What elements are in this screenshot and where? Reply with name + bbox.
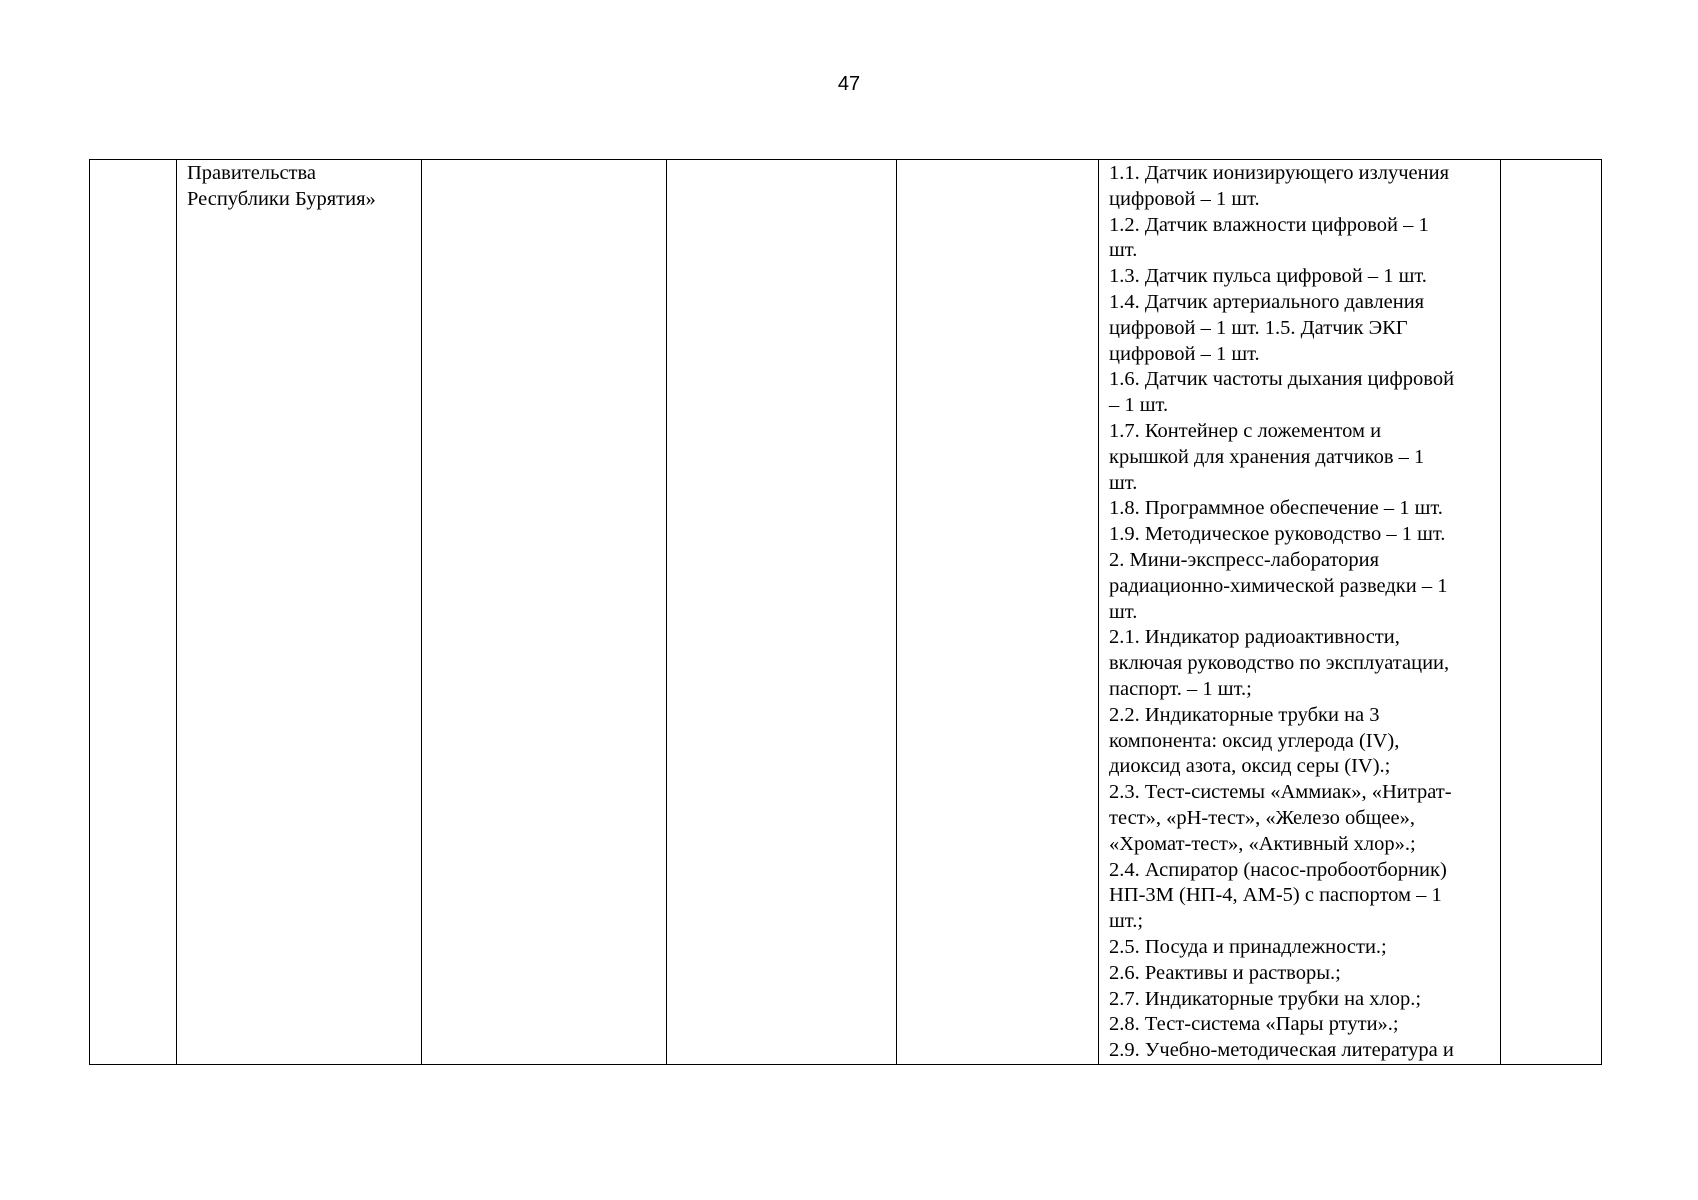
equipment-list-line: 1.2. Датчик влажности цифровой – 1 [1109,213,1429,236]
equipment-list-line: радиационно-химической разведки – 1 [1109,574,1448,597]
equipment-list-line: 2. Мини-экспресс-лаборатория [1109,548,1380,571]
equipment-list-line: НП-3М (НП-4, АМ-5) с паспортом – 1 [1109,884,1442,907]
equipment-list-line: 2.6. Реактивы и растворы.; [1109,961,1341,984]
equipment-list-line: компонента: оксид углерода (IV), [1109,729,1400,752]
organization-line: Правительства [187,162,317,184]
document-table [89,159,1602,1065]
equipment-list-line: 1.9. Методическое руководство – 1 шт. [1109,523,1446,546]
equipment-list-line: 1.7. Контейнер с ложементом и [1109,419,1382,442]
equipment-list-line: шт. [1109,471,1138,494]
equipment-list-line: 2.5. Посуда и принадлежности.; [1109,935,1387,958]
table-cell-col4 [667,160,897,1065]
equipment-list-line: 2.2. Индикаторные трубки на 3 [1109,703,1380,726]
table-cell-col7 [1501,160,1602,1065]
table-cell-col3 [422,160,667,1065]
equipment-list-line: шт.; [1109,910,1144,933]
table-cell-col5 [897,160,1099,1065]
equipment-list-line: цифровой – 1 шт. [1109,187,1260,210]
equipment-list-line: 2.4. Аспиратор (насос-пробоотборник) [1109,858,1447,881]
table-cell-organization [177,160,422,1065]
equipment-list-line: – 1 шт. [1109,394,1169,417]
equipment-list-line: тест», «pH-тест», «Железо общее», [1109,806,1416,829]
equipment-list-line: включая руководство по эксплуатации, [1109,652,1450,675]
equipment-list-line: 1.4. Датчик артериального давления [1109,290,1425,313]
equipment-list-line: 2.8. Тест-система «Пары ртути».; [1109,1013,1399,1036]
equipment-list-line: 2.3. Тест-системы «Аммиак», «Нитрат- [1109,781,1452,804]
equipment-list-line: цифровой – 1 шт. 1.5. Датчик ЭКГ [1109,316,1408,339]
equipment-list-line: 1.3. Датчик пульса цифровой – 1 шт. [1109,265,1427,288]
equipment-list-line: паспорт. – 1 шт.; [1109,677,1252,700]
equipment-list-line: 1.1. Датчик ионизирующего излучения [1109,162,1450,184]
organization-line: Республики Бурятия» [187,187,376,210]
table-row [90,160,1602,1065]
table-cell-equipment-list [1099,160,1501,1065]
table-cell-col1 [90,160,177,1065]
equipment-list-line: «Хромат-тест», «Активный хлор».; [1109,832,1416,855]
equipment-list-line: цифровой – 1 шт. [1109,342,1260,365]
equipment-list-line: 1.8. Программное обеспечение – 1 шт. [1109,497,1443,520]
equipment-list-line: шт. [1109,600,1138,623]
equipment-list-line: шт. [1109,239,1138,262]
equipment-list-line: диоксид азота, оксид серы (IV).; [1109,755,1391,778]
equipment-list-line: 2.1. Индикатор радиоактивности, [1109,626,1400,649]
equipment-list-line: 2.9. Учебно-методическая литература и [1109,1039,1454,1062]
page-number: 47 [837,73,861,95]
equipment-list-line: 2.7. Индикаторные трубки на хлор.; [1109,987,1422,1010]
equipment-list-line: 1.6. Датчик частоты дыхания цифровой [1109,368,1455,391]
equipment-list-line: крышкой для хранения датчиков – 1 [1109,445,1425,468]
